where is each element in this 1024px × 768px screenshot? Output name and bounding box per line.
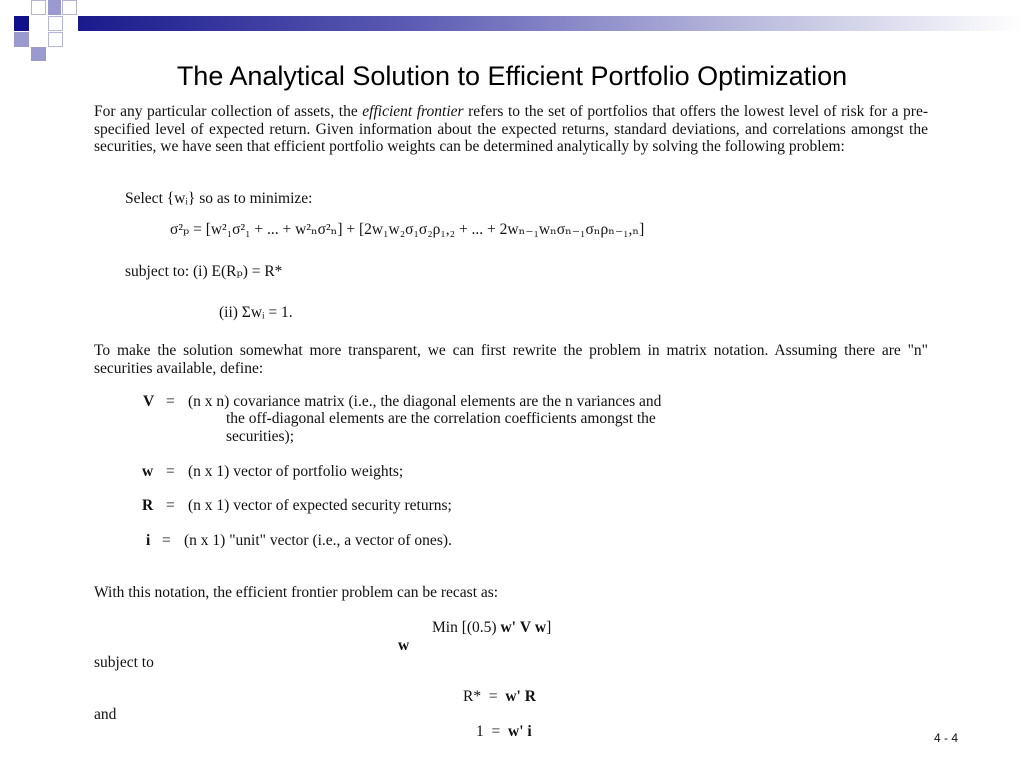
objective-equation [170, 220, 644, 239]
header-square-light [31, 0, 46, 15]
recast-line: With this notation, the efficient frontier problem can be recast as: [94, 584, 499, 601]
header-square-mid [31, 47, 46, 61]
return-constraint: R* = w' R [463, 688, 536, 705]
and-label: and [94, 706, 117, 723]
header-square-light [48, 16, 63, 31]
objective-rhs: = [w²₁σ²₁ + ... + w²ₙσ²ₙ] + [2w₁w₂σ₁σ₂ρ₁,₂ + ... + 2wₙ₋₁wₙσₙ₋₁σₙρₙ₋₁,ₙ] [193, 221, 645, 238]
header-square-light [62, 0, 77, 15]
header-gradient-bar [78, 16, 1024, 31]
matrix-intro-paragraph: To make the solution somewhat more transparent, we can first rewrite the problem in matrix notation. Assuming there are "n" securities available, define: [94, 342, 928, 377]
efficient-frontier-term: efficient frontier [362, 103, 464, 120]
objective-lhs: σ²ₚ [170, 221, 190, 238]
subject-to-label: subject to [94, 654, 154, 671]
constraint-1: subject to: (i) E(Rₚ) = R* [125, 263, 283, 280]
header-square-dark [14, 16, 29, 31]
slide-number: 4 - 4 [934, 731, 959, 745]
intro-paragraph: For any particular collection of assets, the efficient frontier refers to the set of portfolios that offers the lowest level of risk for a pre-specified level of expected return. Given information about the expected returns, standard deviations, and correlations amongst the securities, we have seen that efficient portfolio weights can be determined analytically by solving the following problem: [94, 103, 928, 155]
header-square-light [48, 32, 63, 47]
weights-constraint: 1 = w' i [476, 723, 532, 740]
min-expression: Min [(0.5) w' V w] [432, 619, 552, 636]
constraint-2: (ii) Σwᵢ = 1. [219, 304, 293, 321]
slide-title: The Analytical Solution to Efficient Portfolio Optimization [176, 61, 848, 91]
select-line: Select {wᵢ} so as to minimize: [125, 190, 313, 207]
header-square-mid [48, 0, 61, 15]
header-square-mid [14, 32, 29, 47]
min-subscript: w [398, 637, 410, 654]
